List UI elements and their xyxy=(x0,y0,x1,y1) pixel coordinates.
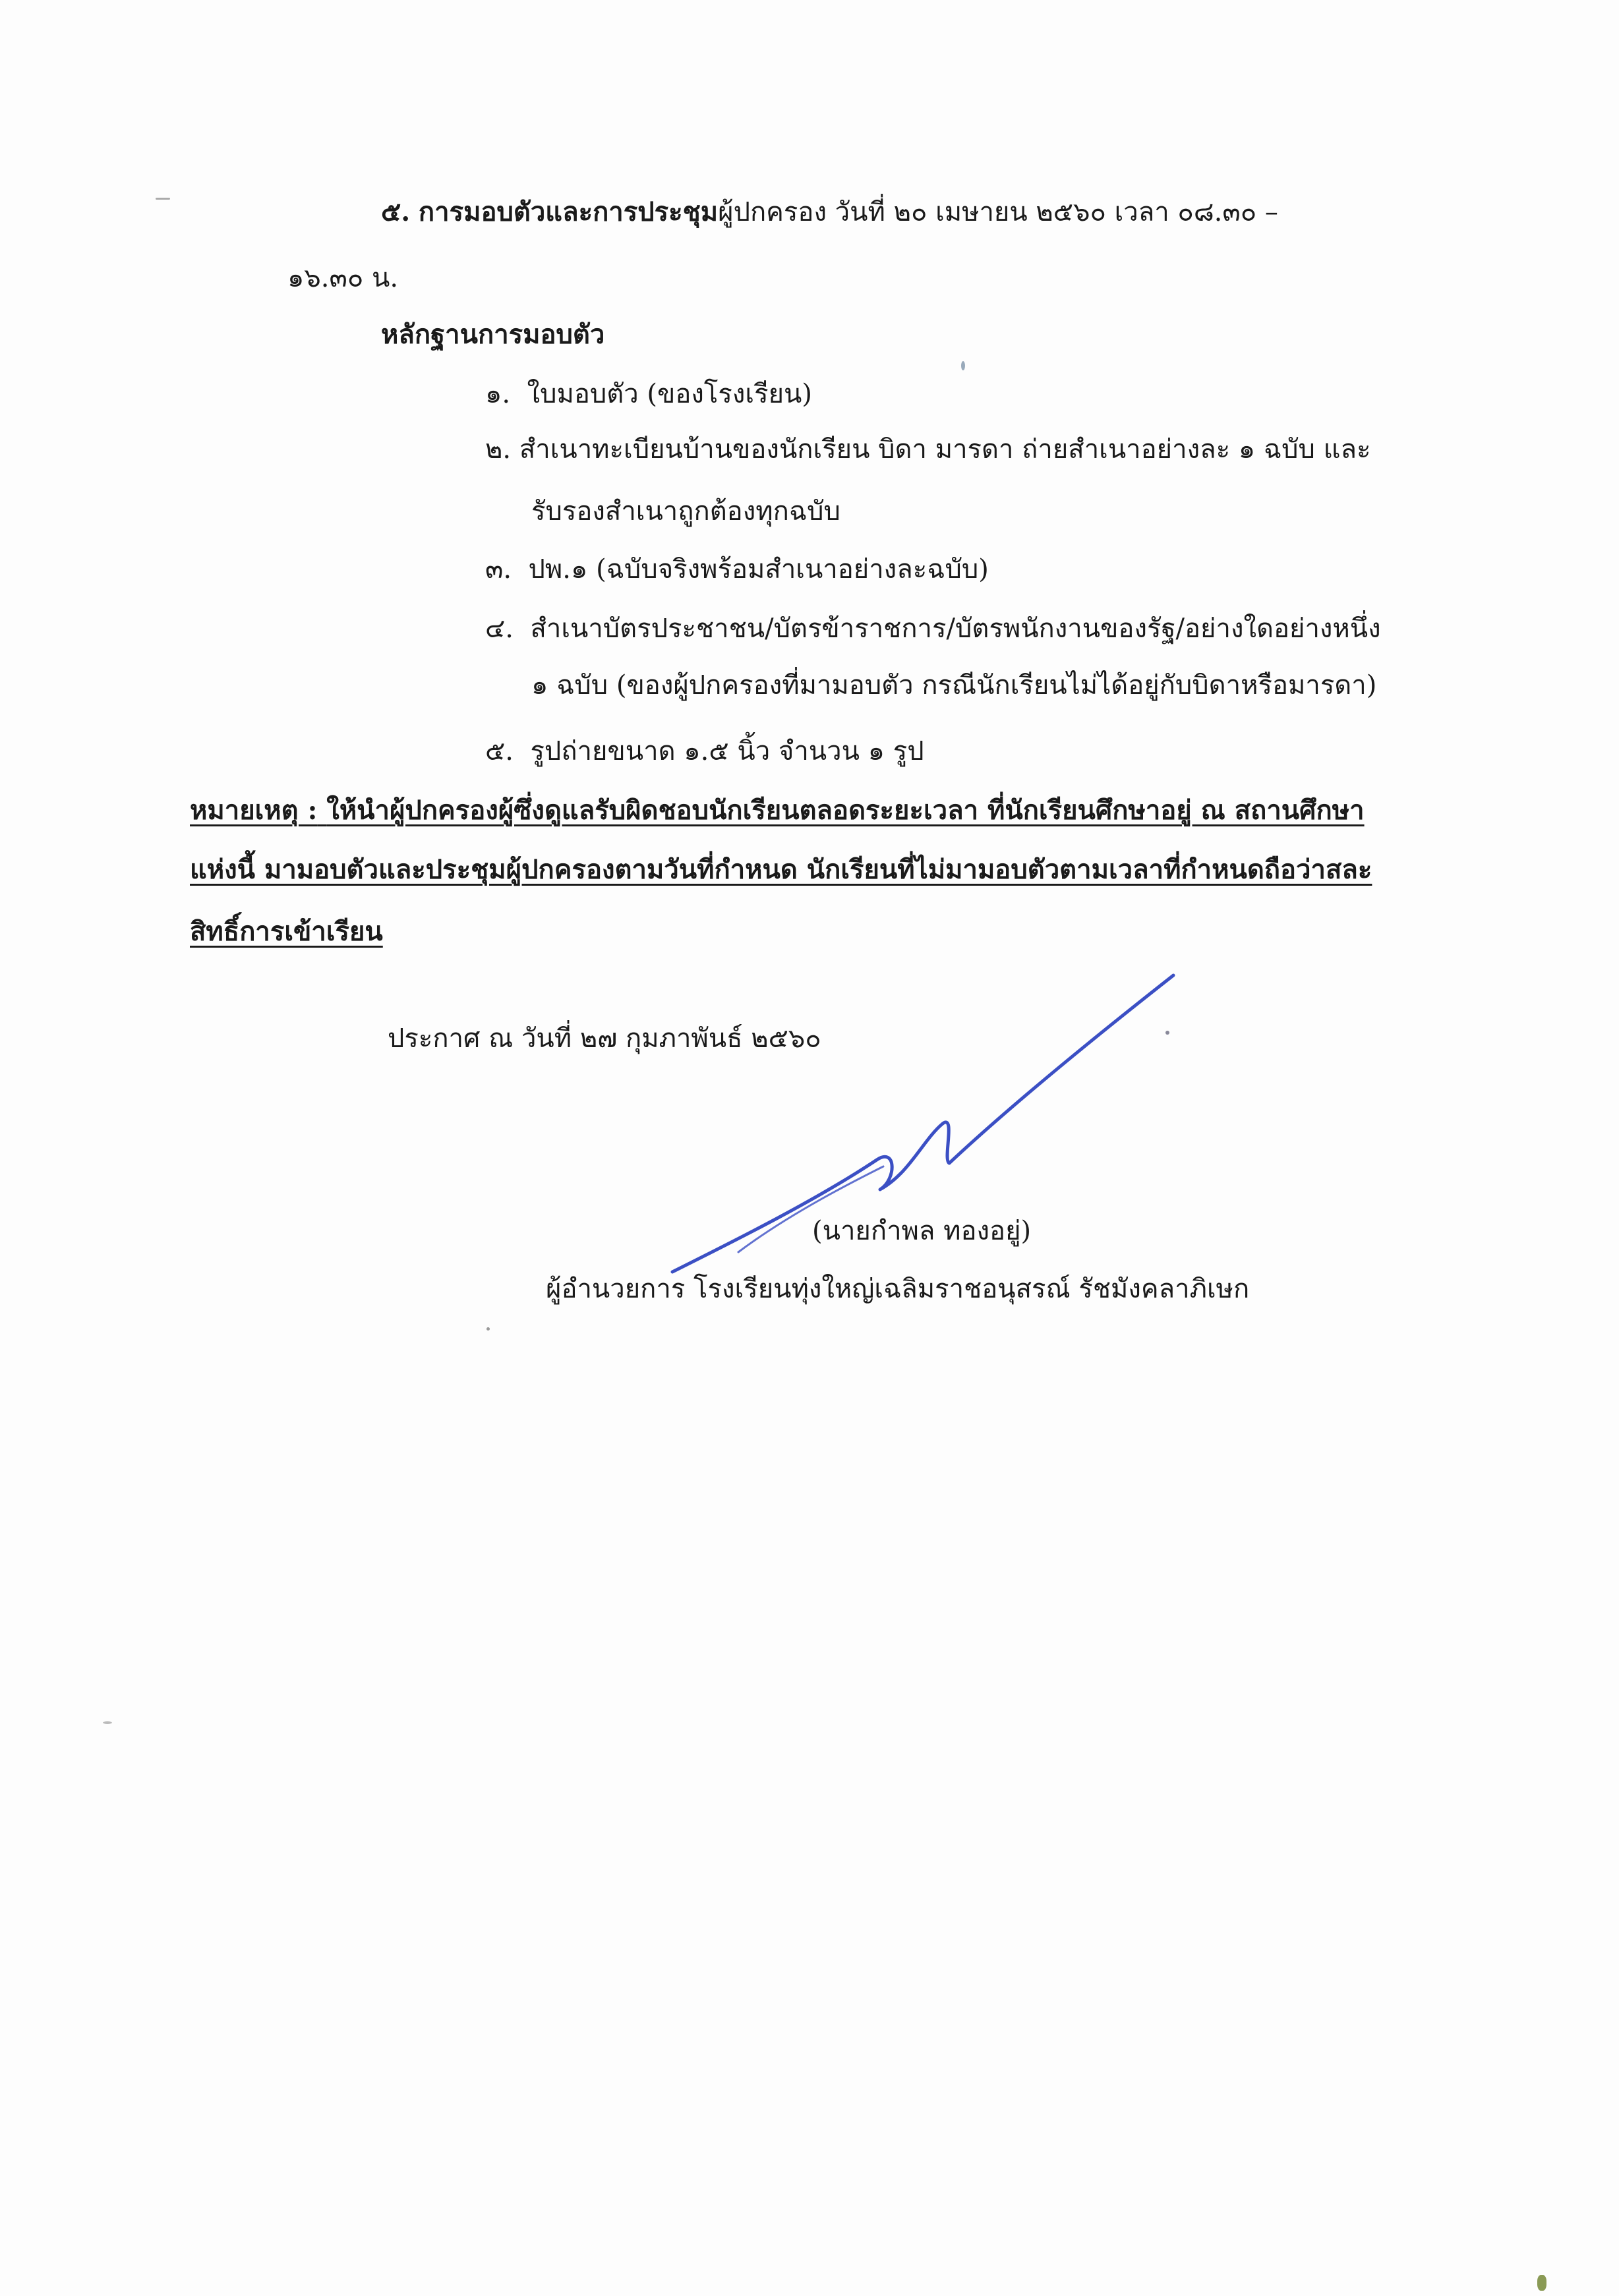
evidence-item-2-cont: รับรองสำเนาถูกต้องทุกฉบับ xyxy=(531,496,840,527)
scan-speck xyxy=(1165,1031,1169,1035)
note-label: หมายเหตุ : xyxy=(190,795,318,826)
evidence-item-1 xyxy=(485,374,812,414)
evidence-item-number: ๔. xyxy=(485,614,514,644)
evidence-heading: หลักฐานการมอบตัว xyxy=(381,319,605,350)
evidence-item-text: สำเนาทะเบียนบ้านของนักเรียน บิดา มารดา ถ่ายสำเนาอย่างละ ๑ ฉบับ และ xyxy=(519,434,1371,465)
section-5-title-rest: ผู้ปกครอง วันที่ ๒๐ เมษายน ๒๕๖๐ เวลา ๐๘.๓๐ – xyxy=(718,197,1278,227)
evidence-item-text: ปพ.๑ (ฉบับจริงพร้อมสำเนาอย่างละฉบับ) xyxy=(528,554,989,585)
evidence-item-3 xyxy=(485,550,989,589)
evidence-item-text: ใบมอบตัว (ของโรงเรียน) xyxy=(527,379,812,409)
evidence-item-4-cont: ๑ ฉบับ (ของผู้ปกครองที่มามอบตัว กรณีนักเรียนไม่ได้อยู่กับบิดาหรือมารดา) xyxy=(531,670,1377,701)
note-line-1 xyxy=(190,791,1365,830)
evidence-item-text: สำเนาบัตรประชาชน/บัตรข้าราชการ/บัตรพนักงานของรัฐ/อย่างใดอย่างหนึ่ง xyxy=(530,614,1381,644)
signatory-name: (นายกำพล ทองอยู่) xyxy=(812,1216,1032,1246)
evidence-item-5 xyxy=(485,732,924,771)
signatory-position: ผู้อำนวยการ โรงเรียนทุ่งใหญ่เฉลิมราชอนุสรณ์ รัชมังคลาภิเษก xyxy=(546,1274,1250,1304)
section-5-number: ๕. xyxy=(381,196,411,227)
note-text-1: ให้นำผู้ปกครองผู้ซึ่งดูแลรับผิดชอบนักเรียนตลอดระยะเวลา ที่นักเรียนศึกษาอยู่ ณ สถานศึกษา xyxy=(326,795,1365,826)
scan-speck xyxy=(1537,2275,1546,2291)
scan-speck xyxy=(961,361,965,370)
scan-speck xyxy=(486,1327,490,1331)
evidence-item-number: ๑. xyxy=(485,379,511,409)
section-5-title: การมอบตัวและการประชุม xyxy=(418,196,719,227)
note-line-2: แห่งนี้ มามอบตัวและประชุมผู้ปกครองตามวันที่กำหนด นักเรียนที่ไม่มามอบตัวตามเวลาที่กำหนดถือว่าสละ xyxy=(190,854,1372,885)
evidence-item-number: ๕. xyxy=(485,736,514,766)
scan-speck xyxy=(156,198,170,200)
announcement-date: ประกาศ ณ วันที่ ๒๗ กุมภาพันธ์ ๒๕๖๐ xyxy=(388,1023,821,1054)
evidence-item-text: รูปถ่ายขนาด ๑.๕ นิ้ว จำนวน ๑ รูป xyxy=(530,736,924,766)
section-5-continued: ๑๖.๓๐ น. xyxy=(287,263,399,293)
evidence-item-number: ๒. xyxy=(485,434,512,465)
evidence-item-2 xyxy=(485,430,1370,469)
note-line-3: สิทธิ์การเข้าเรียน xyxy=(190,916,383,947)
section-5-line xyxy=(381,192,1278,232)
scan-speck xyxy=(103,1721,112,1724)
evidence-item-number: ๓. xyxy=(485,554,512,585)
evidence-item-4 xyxy=(485,609,1381,648)
handwritten-signature xyxy=(659,962,1200,1305)
